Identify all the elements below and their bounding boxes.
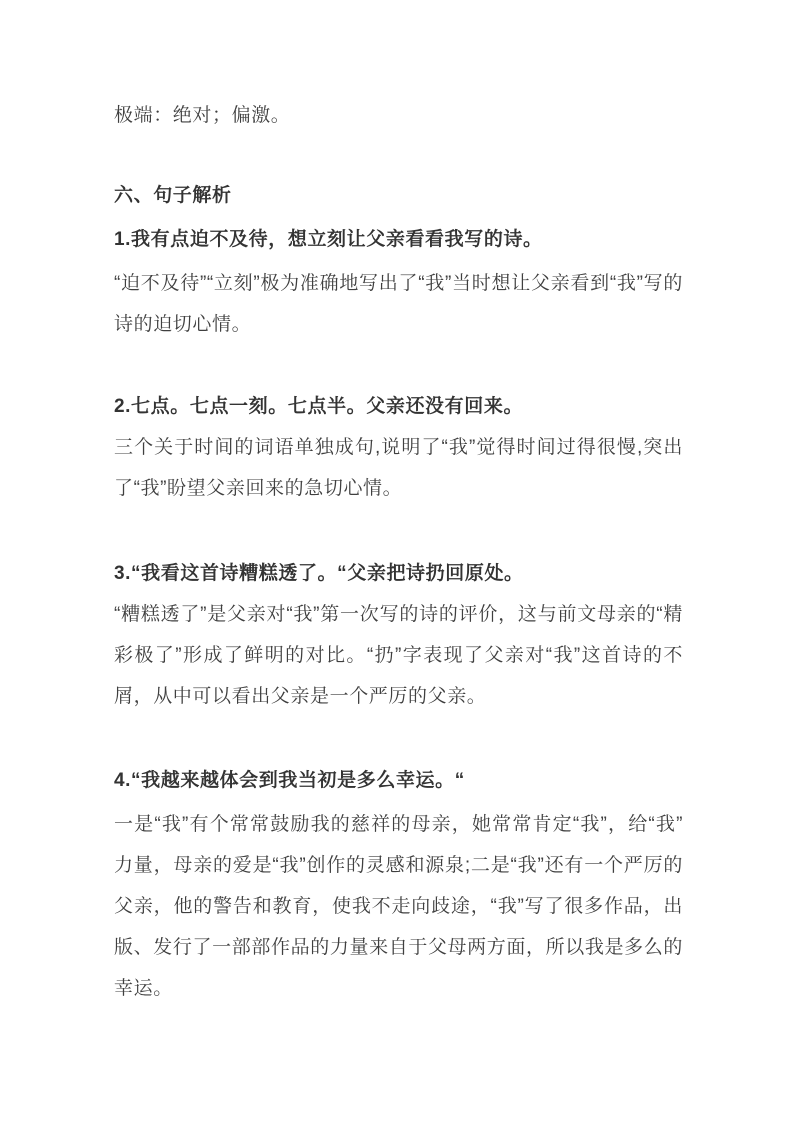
sentence-4-analysis: 一是“我”有个常常鼓励我的慈祥的母亲，她常常肯定“我”，给“我”力量，母亲的爱是“我”创作的灵感和源泉;二是“我”还有一个严厉的父亲，他的警告和教育，使我不走向歧途，“我”写了很多作品，出版、发行了一部部作品的力量来自于父母两方面，所以我是多么的幸运。: [114, 814, 683, 999]
sentence-3-heading: 3.“我看这首诗糟糕透了。“父亲把诗扔回原处。: [114, 563, 524, 584]
sentence-4-heading: 4.“我越来越体会到我当初是多么幸运。“: [114, 770, 465, 791]
word-definition-line: 极端：绝对；偏激。: [114, 105, 291, 126]
sentence-3-analysis: “糟糕透了”是父亲对“我”第一次写的诗的评价，这与前文母亲的“精彩极了”形成了鲜明的对比。“扔”字表现了父亲对“我”这首诗的不屑，从中可以看出父亲是一个严厉的父亲。: [114, 604, 683, 707]
sentence-2-analysis: 三个关于时间的词语单独成句,说明了“我”觉得时间过得很慢,突出了“我”盼望父亲回来的急切心情。: [114, 437, 683, 499]
section-heading-sentence-analysis: 六、句子解析: [114, 185, 232, 206]
sentence-1-heading: 1.我有点迫不及待，想立刻让父亲看看我写的诗。: [114, 229, 543, 250]
sentence-2-heading: 2.七点。七点一刻。七点半。父亲还没有回来。: [114, 396, 524, 417]
sentence-1-analysis: “迫不及待”“立刻”极为准确地写出了“我”当时想让父亲看到“我”写的诗的迫切心情。: [114, 273, 683, 335]
